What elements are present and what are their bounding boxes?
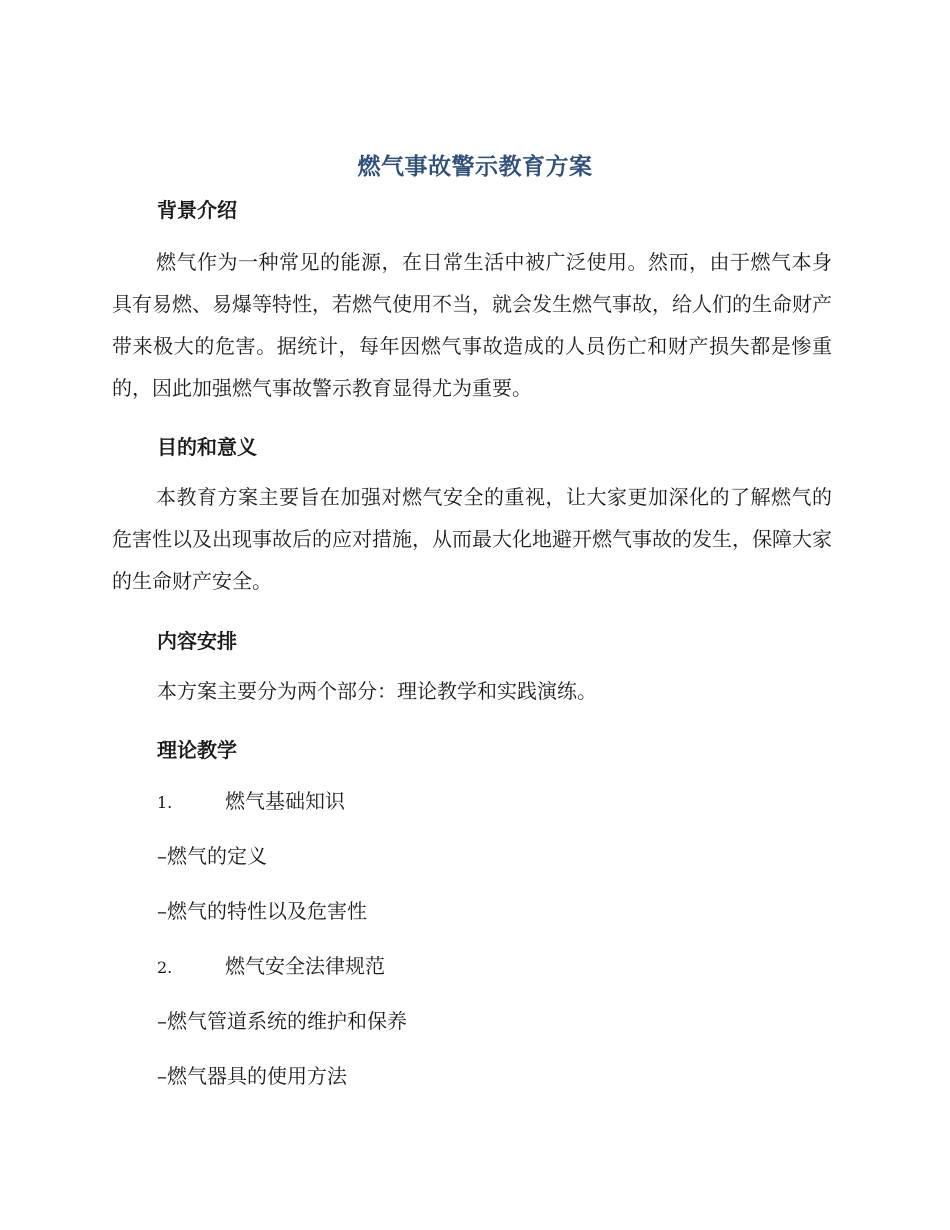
- list-sub-item: –燃气的定义: [157, 844, 267, 868]
- list-item-number: 2.: [157, 958, 173, 977]
- section-heading-content: 内容安排: [157, 629, 237, 653]
- section-heading-theory: 理论教学: [157, 738, 237, 762]
- list-item: [157, 951, 385, 983]
- section-heading-purpose: 目的和意义: [157, 435, 257, 459]
- list-item-label: 燃气基础知识: [225, 789, 345, 813]
- paragraph-background: 燃气作为一种常见的能源，在日常生活中被广泛使用。然而，由于燃气本身具有易燃、易爆等特性，若燃气使用不当，就会发生燃气事故，给人们的生命财产带来极大的危害。据统计，每年因燃气事故造成的人员伤亡和财产损失都是惨重的，因此加强燃气事故警示教育显得尤为重要。: [112, 250, 832, 400]
- list-sub-item: –燃气器具的使用方法: [157, 1064, 347, 1088]
- paragraph-purpose: 本教育方案主要旨在加强对燃气安全的重视，让大家更加深化的了解燃气的危害性以及出现事故后的应对措施，从而最大化地避开燃气事故的发生，保障大家的生命财产安全。: [112, 485, 832, 593]
- list-sub-item: –燃气管道系统的维护和保养: [157, 1009, 407, 1033]
- content-summary-line: 本方案主要分为两个部分：理论教学和实践演练。: [157, 679, 597, 703]
- list-item-number: 1.: [157, 793, 173, 812]
- section-heading-background: 背景介绍: [157, 198, 237, 222]
- list-item-label: 燃气安全法律规范: [225, 954, 385, 978]
- list-sub-item: –燃气的特性以及危害性: [157, 899, 367, 923]
- list-item: [157, 786, 345, 818]
- document-title: 燃气事故警示教育方案: [357, 154, 593, 180]
